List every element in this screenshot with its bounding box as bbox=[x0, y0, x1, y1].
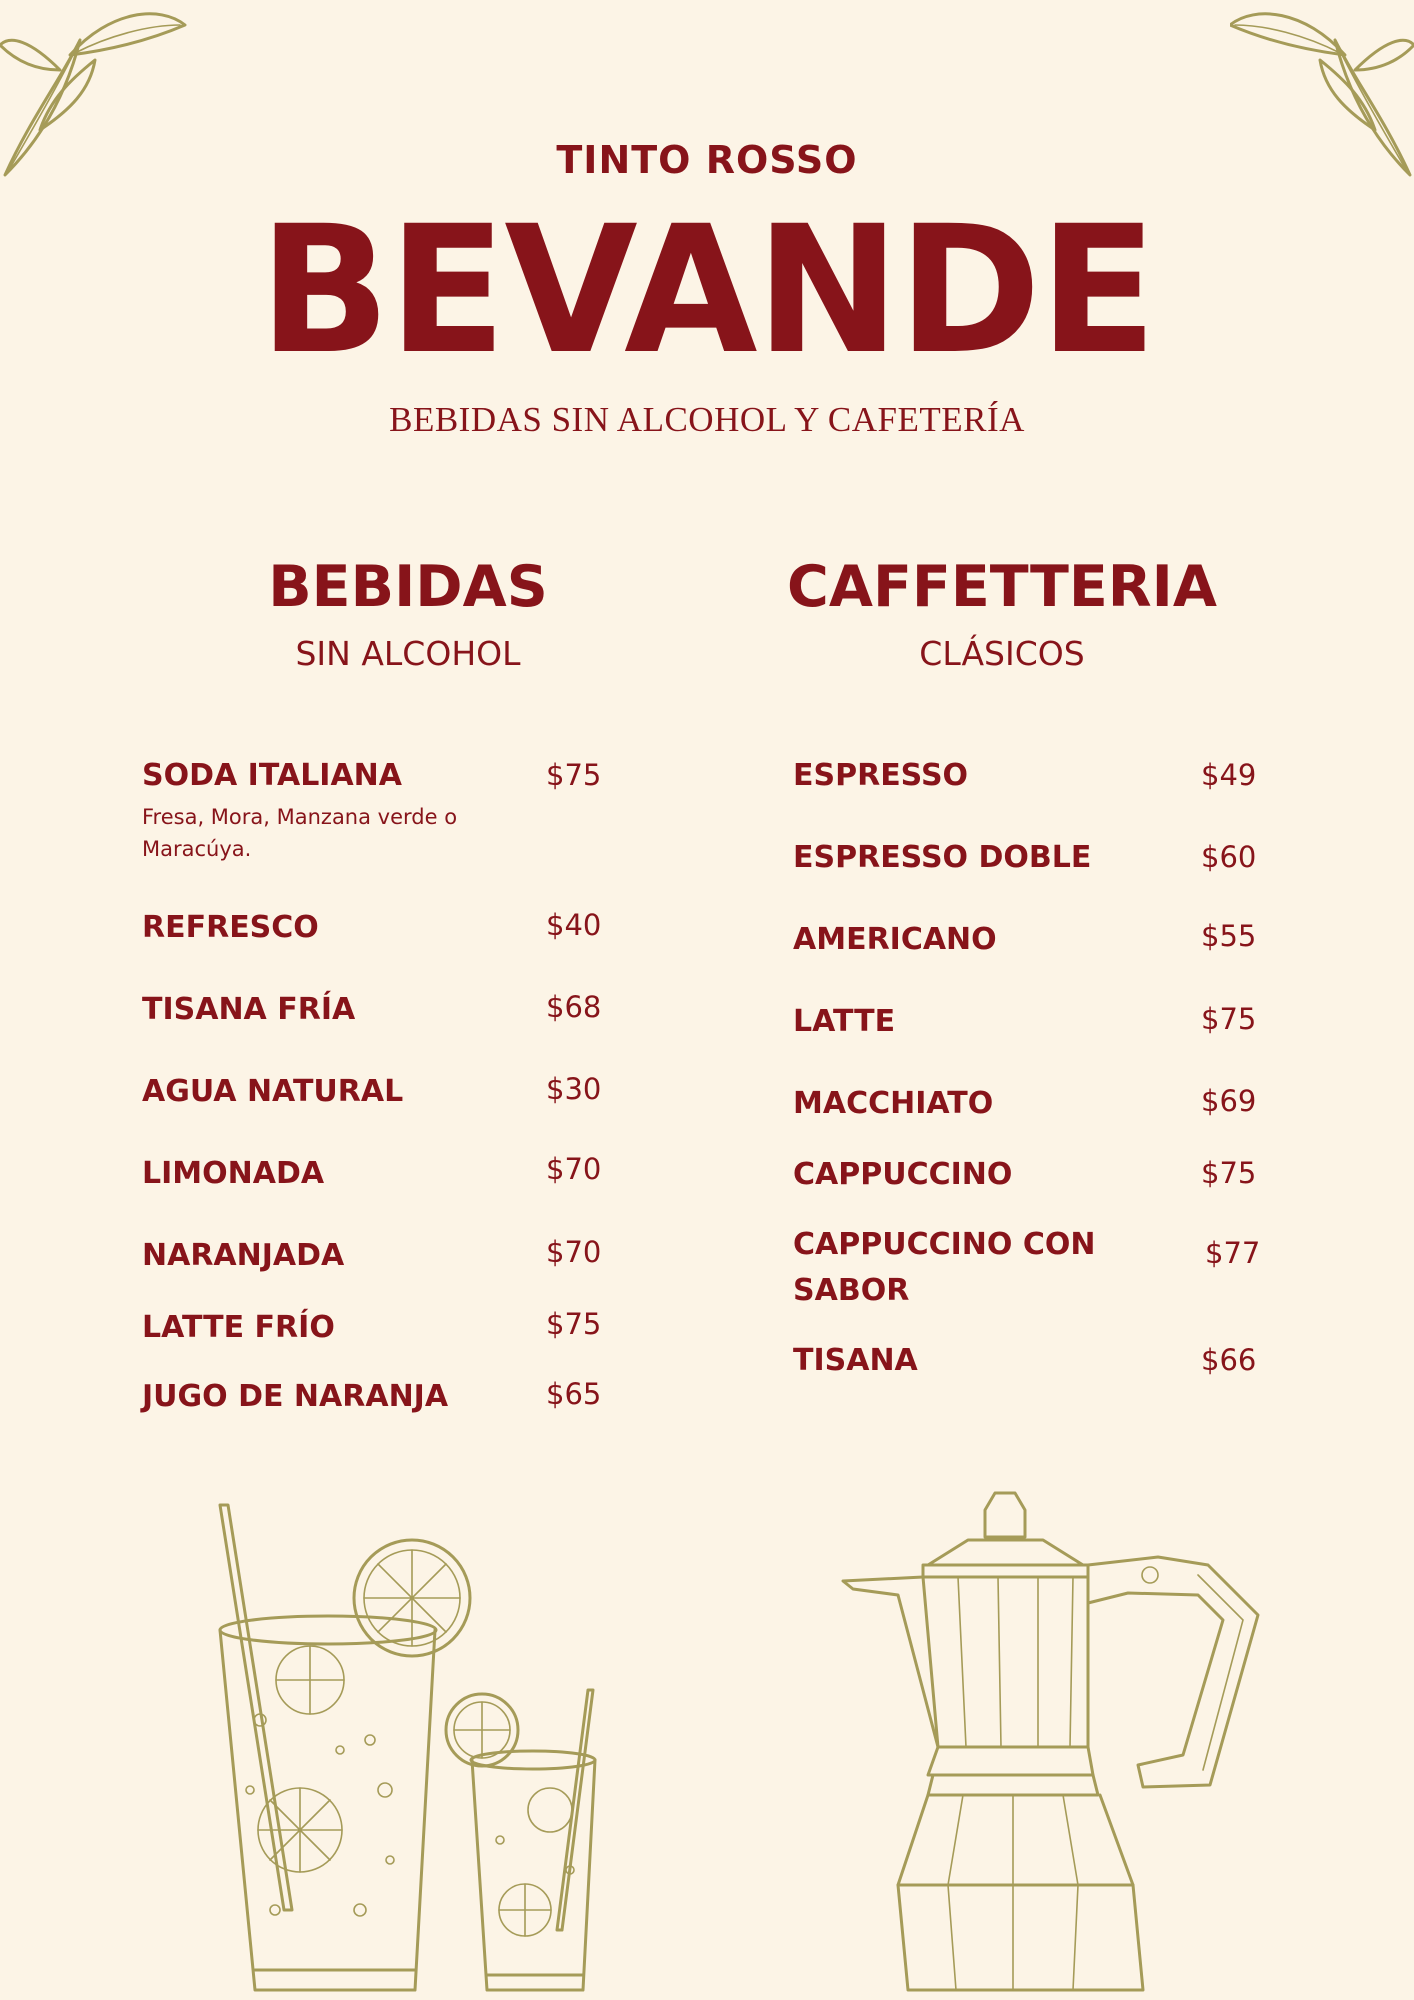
menu-item-description: Fresa, Mora, Manzana verde o Maracúya. bbox=[142, 805, 458, 861]
menu-item-name: NARANJADA bbox=[142, 1238, 345, 1273]
glass-drink-icon bbox=[200, 1490, 620, 2000]
menu-item-price: $75 bbox=[546, 758, 602, 792]
moka-pot-icon bbox=[838, 1485, 1268, 2000]
menu-item-price: $75 bbox=[546, 1307, 602, 1341]
menu-item-name: CAPPUCCINO bbox=[793, 1157, 1013, 1192]
menu-item-price: $70 bbox=[546, 1152, 602, 1186]
menu-item-price: $30 bbox=[546, 1072, 602, 1106]
menu-item-name: AMERICANO bbox=[793, 922, 997, 957]
menu-item-name: ESPRESSO DOBLE bbox=[793, 840, 1092, 875]
section-subtitle-bebidas: SIN ALCOHOL bbox=[295, 634, 521, 673]
menu-item-name: AGUA NATURAL bbox=[142, 1074, 404, 1109]
menu-item-price: $60 bbox=[1201, 840, 1257, 874]
menu-item-price: $77 bbox=[1205, 1236, 1261, 1270]
section-subtitle-caffetteria: CLÁSICOS bbox=[919, 634, 1085, 673]
page-subtitle: BEBIDAS SIN ALCOHOL Y CAFETERÍA bbox=[389, 400, 1025, 439]
menu-item-name: TISANA bbox=[793, 1343, 918, 1378]
menu-item-name: SODA ITALIANA bbox=[142, 758, 403, 793]
menu-item-price: $75 bbox=[1201, 1002, 1257, 1036]
menu-item-name: LATTE bbox=[793, 1004, 896, 1039]
menu-item-price: $55 bbox=[1201, 919, 1257, 953]
menu-item-name: ESPRESSO bbox=[793, 758, 969, 793]
menu-item-price: $68 bbox=[546, 990, 602, 1024]
menu-item-price: $66 bbox=[1201, 1343, 1257, 1377]
section-title-caffetteria: CAFFETTERIA bbox=[787, 554, 1217, 620]
section-title-bebidas: BEBIDAS bbox=[268, 554, 548, 620]
menu-item-name: JUGO DE NARANJA bbox=[142, 1379, 449, 1414]
menu-item-name: REFRESCO bbox=[142, 910, 319, 945]
menu-item-price: $49 bbox=[1201, 758, 1257, 792]
menu-item-price: $40 bbox=[546, 908, 602, 942]
menu-item-price: $75 bbox=[1201, 1156, 1257, 1190]
menu-item-price: $70 bbox=[546, 1235, 602, 1269]
brand-name: TINTO ROSSO bbox=[556, 138, 858, 182]
page-title: BEVANDE bbox=[258, 188, 1156, 393]
menu-item-name: LIMONADA bbox=[142, 1156, 325, 1191]
menu-item-name: LATTE FRÍO bbox=[142, 1310, 335, 1345]
menu-item-price: $65 bbox=[546, 1377, 602, 1411]
menu-item-name: TISANA FRÍA bbox=[142, 992, 356, 1027]
menu-item-name: CAPPUCCINO CON SABOR bbox=[793, 1227, 1096, 1308]
menu-item-price: $69 bbox=[1201, 1084, 1257, 1118]
menu-item-name: MACCHIATO bbox=[793, 1086, 994, 1121]
